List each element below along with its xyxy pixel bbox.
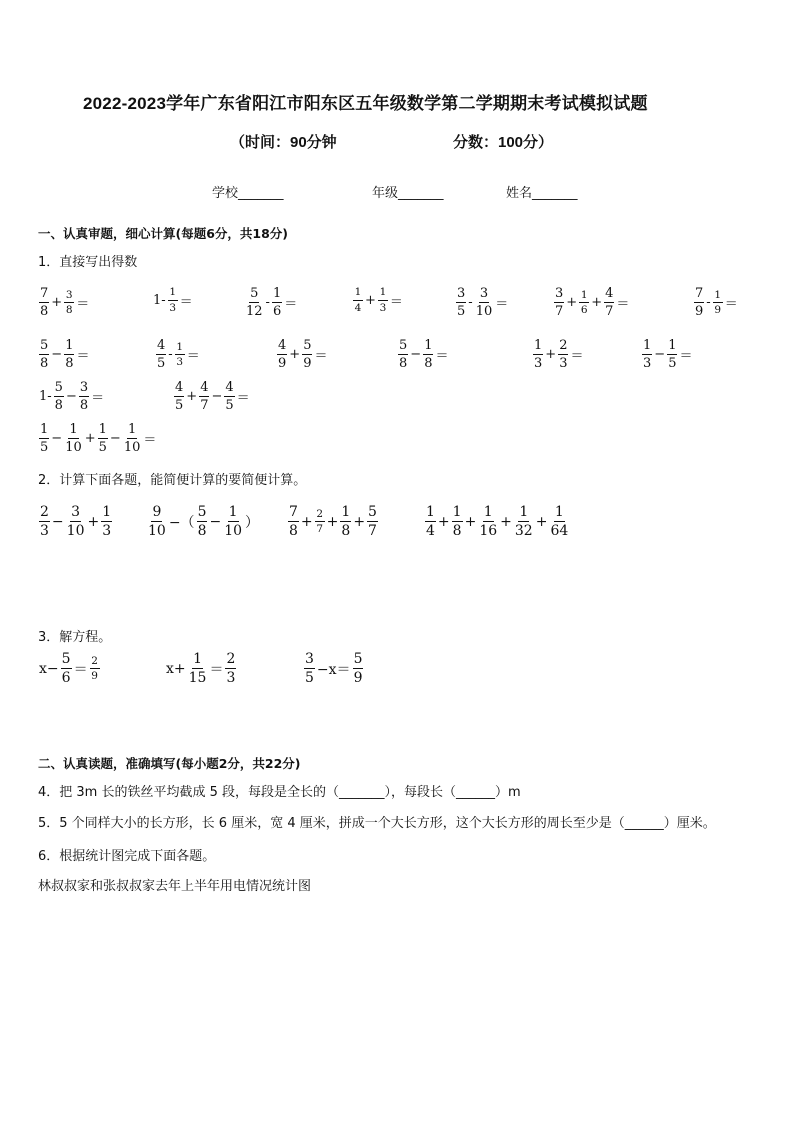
q2-expression xyxy=(424,505,570,538)
fraction xyxy=(147,505,167,538)
fraction xyxy=(245,287,264,318)
operator: ＝ xyxy=(724,297,738,312)
denominator: 10 xyxy=(65,440,82,455)
denominator: 8 xyxy=(289,523,298,539)
numerator: 7 xyxy=(695,286,704,301)
numerator: 1 xyxy=(554,504,564,520)
denominator: 5 xyxy=(40,440,49,455)
fraction xyxy=(549,505,569,538)
denominator: 9 xyxy=(353,670,363,686)
denominator: 3 xyxy=(102,523,112,539)
operator: ＝ xyxy=(76,297,90,312)
question-2-label: 2．计算下面各题，能简便计算的要简便计算。 xyxy=(38,473,307,488)
operator: + xyxy=(353,513,366,530)
numerator: 1 xyxy=(378,287,388,301)
denominator: 7 xyxy=(605,304,614,319)
q2-expression xyxy=(146,505,260,538)
fraction xyxy=(174,381,184,412)
denominator: 3 xyxy=(40,523,49,539)
denominator: 9 xyxy=(278,356,287,371)
denominator: 16 xyxy=(479,523,498,539)
denominator: 3 xyxy=(643,356,652,371)
fraction xyxy=(353,287,363,313)
fraction xyxy=(39,423,49,454)
equation xyxy=(303,652,364,685)
operator: + xyxy=(566,295,578,310)
operator: ＝ xyxy=(91,391,105,406)
q2-expression xyxy=(38,505,113,538)
denominator: 3 xyxy=(534,356,543,371)
numerator: 3 xyxy=(79,380,89,395)
denominator: 9 xyxy=(695,304,704,319)
operator: −（ xyxy=(168,514,195,531)
operator: - xyxy=(468,295,473,310)
denominator: 5 xyxy=(225,398,234,413)
operator: + xyxy=(51,295,63,310)
fraction xyxy=(197,505,208,538)
denominator: 10 xyxy=(148,523,166,539)
operator: ＝ xyxy=(143,433,157,448)
fraction xyxy=(101,505,112,538)
operator: 1- xyxy=(39,389,52,404)
fraction xyxy=(54,381,64,412)
operator: + xyxy=(500,513,512,530)
section-2-heading: 二、认真读题，准确填写(每小题2分，共22分) xyxy=(38,756,301,771)
denominator: 8 xyxy=(424,356,433,371)
operator: − xyxy=(211,389,223,404)
fraction xyxy=(39,287,49,318)
question-1-label: 1．直接写出得数 xyxy=(38,255,138,270)
operator: − xyxy=(410,347,422,362)
question-6: 6．根据统计图完成下面各题。 xyxy=(38,849,216,864)
fraction xyxy=(123,423,142,454)
page-title: 2022-2023学年广东省阳江市阳东区五年级数学第二学期期末考试模拟试题 xyxy=(83,94,648,113)
q1-expression xyxy=(38,381,105,412)
fraction xyxy=(64,339,74,370)
numerator: 1 xyxy=(519,504,529,520)
fraction xyxy=(514,505,534,538)
fraction xyxy=(64,290,74,316)
numerator: 2 xyxy=(40,504,49,520)
denominator: 6 xyxy=(272,304,282,319)
fraction xyxy=(604,287,614,318)
fraction xyxy=(642,339,652,370)
numerator: 1 xyxy=(272,286,282,301)
numerator: 5 xyxy=(61,651,71,667)
q1-expression xyxy=(352,287,404,313)
operator: ＝ xyxy=(570,349,584,364)
operator: ＝ xyxy=(186,349,200,364)
numerator: 7 xyxy=(40,286,49,301)
fraction xyxy=(79,381,89,412)
operator: ） xyxy=(245,514,260,531)
denominator: 3 xyxy=(176,356,184,368)
operator: + xyxy=(535,513,548,530)
operator: ＝ xyxy=(389,294,403,310)
fraction xyxy=(66,505,86,538)
fraction xyxy=(277,339,287,370)
fraction xyxy=(223,505,243,538)
denominator: 5 xyxy=(175,398,184,413)
denominator: 10 xyxy=(475,304,493,319)
grade-field[interactable]: 年级_______ xyxy=(372,186,444,201)
fraction xyxy=(533,339,543,370)
denominator: 7 xyxy=(200,398,209,413)
q1-expression xyxy=(276,339,328,370)
numerator: 9 xyxy=(152,504,162,520)
denominator: 9 xyxy=(714,304,722,316)
denominator: 12 xyxy=(246,304,263,319)
numerator: 5 xyxy=(368,504,377,520)
operator: ＝ xyxy=(495,297,509,312)
denominator: 10 xyxy=(224,523,243,539)
denominator: 15 xyxy=(188,670,207,686)
denominator: 8 xyxy=(65,356,74,371)
operator: ＝ xyxy=(236,391,250,406)
operator: - xyxy=(265,295,270,310)
q1-expression xyxy=(152,287,194,313)
q2-expression xyxy=(287,505,379,538)
denominator: 5 xyxy=(668,356,677,371)
school-field[interactable]: 学校_______ xyxy=(212,186,284,201)
operator: - xyxy=(168,347,173,362)
q1-expression xyxy=(244,287,298,318)
q1-expression xyxy=(38,287,90,318)
operator: x− xyxy=(39,660,59,677)
operator: − xyxy=(51,431,63,446)
numerator: 1 xyxy=(193,651,203,667)
denominator: 3 xyxy=(226,670,236,686)
operator: + xyxy=(545,347,557,362)
fraction xyxy=(90,656,100,682)
exam-time: （时间：90分钟 xyxy=(230,134,337,151)
denominator: 5 xyxy=(457,304,466,319)
denominator: 8 xyxy=(197,523,207,539)
operator: − xyxy=(109,431,121,446)
denominator: 8 xyxy=(40,356,49,371)
denominator: 5 xyxy=(305,670,314,686)
operator: ＝ xyxy=(73,661,88,678)
fraction xyxy=(456,287,466,318)
fraction xyxy=(425,505,436,538)
numerator: 4 xyxy=(278,338,287,353)
operator: + xyxy=(437,513,450,530)
numerator: 3 xyxy=(64,290,74,304)
operator: ＝ xyxy=(76,349,90,364)
fraction xyxy=(452,505,463,538)
fraction xyxy=(367,505,378,538)
numerator: 5 xyxy=(197,504,207,520)
fraction xyxy=(713,290,723,316)
numerator: 2 xyxy=(315,509,325,523)
operator: − xyxy=(51,513,64,530)
numerator: 2 xyxy=(226,651,236,667)
fraction xyxy=(199,381,209,412)
equation xyxy=(38,652,101,685)
fraction xyxy=(188,652,208,685)
fraction xyxy=(288,505,299,538)
fraction xyxy=(64,423,83,454)
numerator: 1 xyxy=(534,338,543,353)
operator: ＝ xyxy=(616,297,630,312)
numerator: 5 xyxy=(250,286,259,301)
q1-expression xyxy=(455,287,509,318)
numerator: 1 xyxy=(228,504,238,520)
fraction xyxy=(579,290,589,316)
exam-score: 分数：100分） xyxy=(453,134,554,151)
numerator: 3 xyxy=(457,286,466,301)
numerator: 1 xyxy=(127,422,137,437)
fraction xyxy=(39,339,49,370)
denominator: 7 xyxy=(316,523,323,535)
denominator: 6 xyxy=(580,304,588,316)
fraction xyxy=(353,652,364,685)
fraction xyxy=(272,287,282,318)
operator: + xyxy=(186,389,198,404)
denominator: 8 xyxy=(65,304,73,316)
q1-expression xyxy=(693,287,739,318)
denominator: 32 xyxy=(514,523,533,539)
fraction xyxy=(39,505,50,538)
denominator: 8 xyxy=(341,523,351,539)
numerator: 3 xyxy=(555,286,564,301)
denominator: 8 xyxy=(54,398,63,413)
operator: ＝ xyxy=(209,661,224,678)
fraction xyxy=(302,339,312,370)
numerator: 3 xyxy=(71,504,81,520)
denominator: 7 xyxy=(368,523,377,539)
numerator: 3 xyxy=(305,651,314,667)
denominator: 8 xyxy=(40,304,49,319)
fraction xyxy=(168,287,178,313)
denominator: 3 xyxy=(379,301,387,314)
operator: x+ xyxy=(166,660,186,677)
operator: + xyxy=(289,347,301,362)
numerator: 3 xyxy=(479,286,489,301)
operator: + xyxy=(464,513,477,530)
numerator: 5 xyxy=(40,338,49,353)
fraction xyxy=(667,339,677,370)
operator: − xyxy=(209,513,222,530)
operator: − xyxy=(65,389,77,404)
name-field[interactable]: 姓名_______ xyxy=(506,186,578,201)
denominator: 3 xyxy=(559,356,568,371)
fraction xyxy=(175,342,185,368)
operator: 1- xyxy=(153,292,166,308)
operator: + xyxy=(326,513,339,530)
fraction xyxy=(475,287,494,318)
operator: + xyxy=(84,431,96,446)
numerator: 1 xyxy=(426,504,435,520)
denominator: 3 xyxy=(169,301,177,314)
denominator: 9 xyxy=(91,670,98,682)
operator: + xyxy=(300,513,313,530)
q1-expression xyxy=(38,339,90,370)
fraction xyxy=(61,652,72,685)
fraction xyxy=(558,339,568,370)
denominator: 9 xyxy=(303,356,312,371)
numerator: 1 xyxy=(65,338,74,353)
operator: - xyxy=(706,295,711,310)
numerator: 2 xyxy=(90,656,100,670)
numerator: 1 xyxy=(643,338,652,353)
fraction xyxy=(225,652,236,685)
operator: − xyxy=(51,347,63,362)
fraction xyxy=(378,287,388,313)
q1-expression xyxy=(38,423,157,454)
denominator: 8 xyxy=(399,356,408,371)
fraction xyxy=(98,423,108,454)
numerator: 1 xyxy=(98,422,107,437)
denominator: 4 xyxy=(426,523,435,539)
operator: ＝ xyxy=(679,349,693,364)
numerator: 1 xyxy=(668,338,677,353)
denominator: 64 xyxy=(550,523,569,539)
numerator: 1 xyxy=(168,287,178,301)
operator: + xyxy=(87,513,100,530)
numerator: 1 xyxy=(353,287,363,301)
denominator: 10 xyxy=(123,440,141,455)
operator: + xyxy=(591,295,603,310)
numerator: 5 xyxy=(54,380,63,395)
q1-expression xyxy=(155,339,201,370)
numerator: 4 xyxy=(175,380,184,395)
numerator: 1 xyxy=(69,422,78,437)
numerator: 7 xyxy=(289,504,298,520)
numerator: 1 xyxy=(341,504,351,520)
numerator: 1 xyxy=(424,338,433,353)
fraction xyxy=(224,381,234,412)
q1-expression xyxy=(641,339,693,370)
operator: − xyxy=(654,347,666,362)
denominator: 4 xyxy=(354,301,362,314)
q1-expression xyxy=(532,339,584,370)
numerator: 5 xyxy=(303,338,312,353)
denominator: 10 xyxy=(66,523,85,539)
denominator: 5 xyxy=(98,440,107,455)
fraction xyxy=(398,339,408,370)
equation xyxy=(165,652,237,685)
fraction xyxy=(554,287,564,318)
numerator: 4 xyxy=(225,380,234,395)
question-3-label: 3．解方程。 xyxy=(38,630,112,645)
chart-caption: 林叔叔家和张叔叔家去年上半年用电情况统计图 xyxy=(38,879,312,894)
denominator: 8 xyxy=(452,523,462,539)
fraction xyxy=(304,652,315,685)
numerator: 4 xyxy=(157,338,166,353)
denominator: 7 xyxy=(555,304,564,319)
numerator: 1 xyxy=(483,504,493,520)
numerator: 1 xyxy=(175,342,185,356)
fraction xyxy=(478,505,498,538)
q1-expression xyxy=(173,381,251,412)
fraction xyxy=(156,339,166,370)
fraction xyxy=(423,339,433,370)
numerator: 2 xyxy=(559,338,568,353)
operator: ＝ xyxy=(314,349,328,364)
operator: + xyxy=(365,292,376,308)
operator: ＝ xyxy=(435,349,449,364)
numerator: 1 xyxy=(579,290,589,304)
operator: ＝ xyxy=(284,297,298,312)
operator: ＝ xyxy=(179,294,193,310)
numerator: 4 xyxy=(605,286,614,301)
question-4: 4．把 3m 长的铁丝平均截成 5 段，每段是全长的（_______），每段长（______）m xyxy=(38,785,521,800)
numerator: 5 xyxy=(399,338,408,353)
q1-expression xyxy=(397,339,449,370)
fraction xyxy=(315,509,325,535)
denominator: 5 xyxy=(157,356,166,371)
question-5: 5．5 个同样大小的长方形，长 6 厘米，宽 4 厘米，拼成一个大长方形，这个大长方形的周长至少是（______）厘米。 xyxy=(38,816,716,831)
numerator: 1 xyxy=(102,504,112,520)
numerator: 5 xyxy=(353,651,363,667)
operator: −x＝ xyxy=(316,661,351,678)
numerator: 1 xyxy=(452,504,462,520)
numerator: 4 xyxy=(200,380,209,395)
q1-expression xyxy=(553,287,630,318)
numerator: 1 xyxy=(40,422,49,437)
denominator: 8 xyxy=(79,398,89,413)
fraction xyxy=(694,287,704,318)
denominator: 6 xyxy=(61,670,71,686)
numerator: 1 xyxy=(713,290,723,304)
section-1-heading: 一、认真审题，细心计算(每题6分，共18分) xyxy=(38,226,289,241)
fraction xyxy=(340,505,351,538)
